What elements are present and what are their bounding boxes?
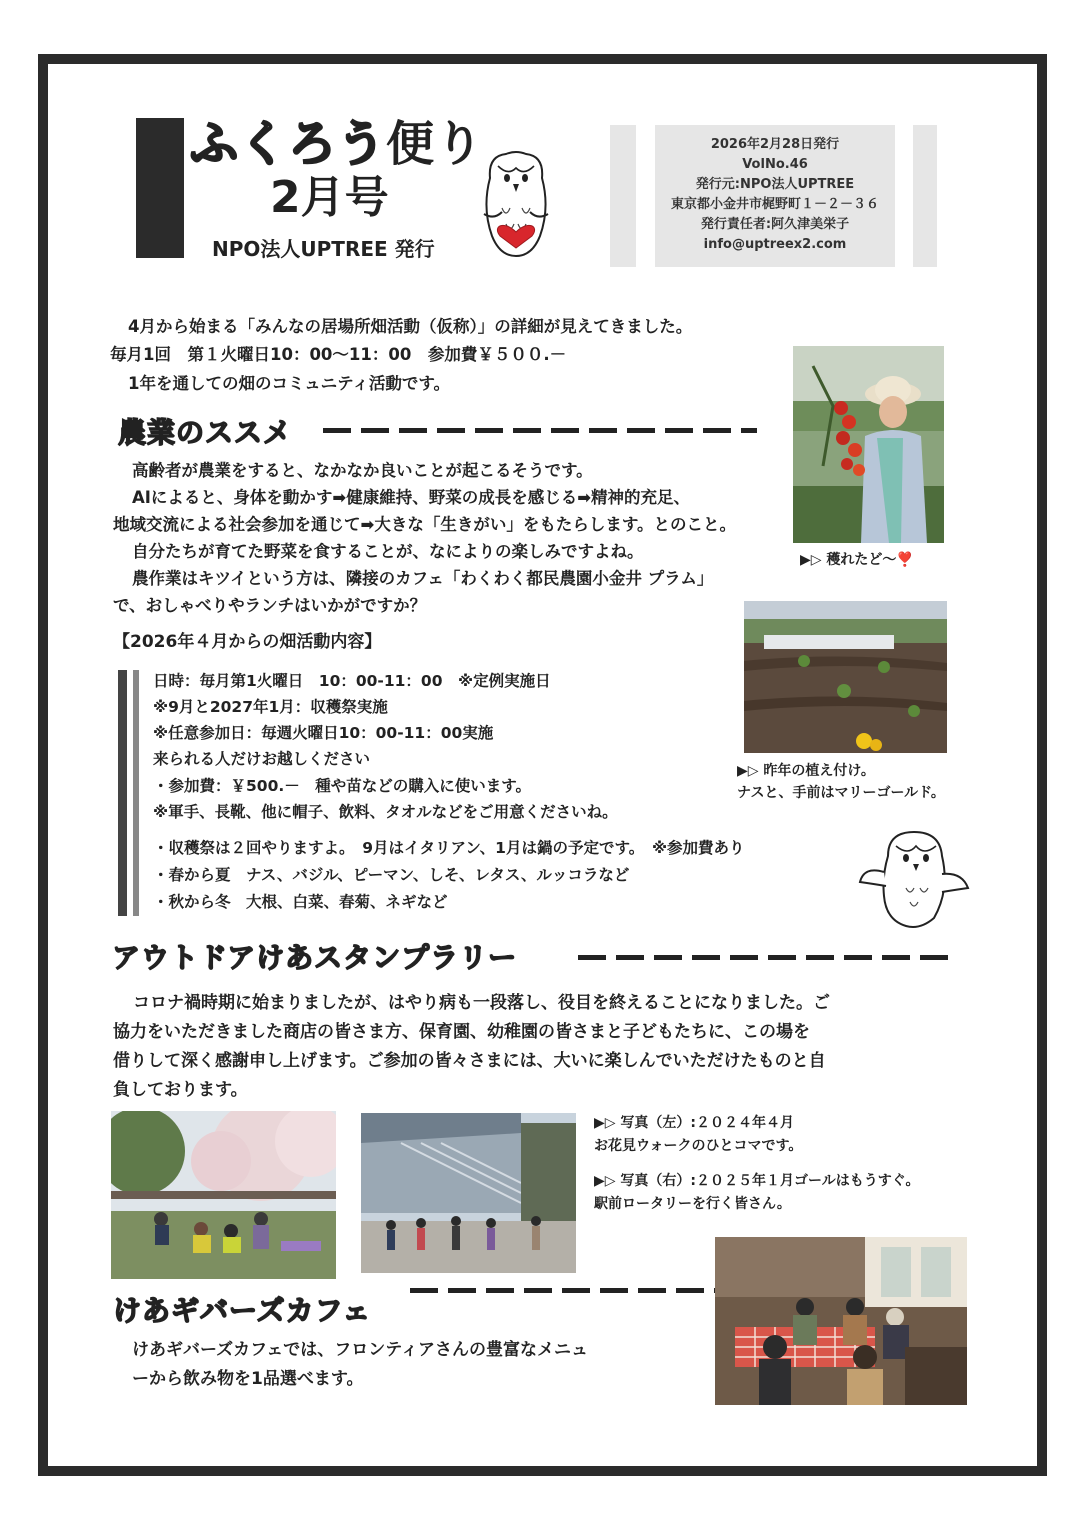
activity-heading: 【2026年４月からの畑活動内容】: [113, 632, 382, 652]
harvest-photo-caption: ▶▷ 穫れたど〜❣️: [800, 552, 914, 568]
stamp-photo-right-caption-2: 駅前ロータリーを行く皆さん。: [594, 1196, 791, 1212]
activity-accent-bar-dark: [118, 670, 127, 916]
harvest-photo: [793, 346, 944, 543]
cafe-heading-dashes: [410, 1288, 720, 1293]
info-side-bar-right: [913, 125, 937, 267]
stamp-line-3: 借りして深く感謝申し上げます。ご参加の皆々さまには、大いに楽しんでいただけたものと自: [113, 1051, 826, 1071]
farm-heading-dashes: [323, 428, 757, 433]
cafe-line-1: けあギバーズカフェでは、フロンティアさんの豊富なメニュ: [132, 1340, 588, 1360]
issue-info-box: [655, 125, 895, 267]
cherry-blossom-photo: [111, 1111, 336, 1279]
stamp-line-4: 負しております。: [113, 1080, 248, 1100]
activity-line-2: ※9月と2027年1月：収穫祭実施: [153, 698, 388, 716]
farm-line-4: 自分たちが育てた野菜を食することが、なによりの楽しみですよね。: [132, 542, 644, 561]
intro-line-1: 4月から始まる「みんなの居場所畑活動（仮称）」の詳細が見えてきました。: [128, 317, 693, 336]
farm-line-2: AIによると、身体を動かす➡健康維持、野菜の成長を感じる➡精神的充足、: [132, 488, 691, 507]
farm-line-1: 高齢者が農業をすると、なかなか良いことが起こるそうです。: [132, 461, 593, 480]
newsletter-title: [190, 116, 485, 172]
title-accent-bar: [136, 118, 184, 258]
stamp-line-2: 協力をいただきました商店の皆さま方、保育園、幼稚園の皆さまと子どもたちに、この場を: [113, 1022, 810, 1042]
publisher-line: NPO法人UPTREE 発行: [212, 237, 435, 261]
issue-address: 東京都小金井市梶野町１－２－３６: [670, 197, 879, 212]
title-solid-text: 便り: [386, 116, 485, 172]
farm-line-6: で、おしゃべりやランチはいかがですか？: [113, 596, 427, 615]
stamp-rally-heading: アウトドアけあスタンプラリー: [112, 941, 518, 974]
issue-editor: 発行責任者:阿久津美栄子: [700, 217, 850, 232]
activity-line-3: ※任意参加日：毎週火曜日10：00-11：00実施: [153, 724, 494, 742]
waving-owl-icon: [858, 826, 970, 934]
issue-volume: VolNo.46: [742, 157, 808, 172]
issue-date: 2026年2月28日発行: [710, 137, 840, 152]
intro-line-3: 1年を通しての畑のコミュニティ活動です。: [128, 374, 451, 393]
planting-photo-caption-1: ▶▷ 昨年の植え付け。: [737, 763, 875, 779]
activity-note-3: ・秋から冬 大根、白菜、春菊、ネギなど: [153, 893, 448, 911]
intro-line-2: 毎月1回 第１火曜日10：00〜11：00 参加費￥５００.－: [110, 345, 567, 364]
activity-note-1: ・収穫祭は２回やりますよ。 9月はイタリアン、1月は鍋の予定です。 ※参加費あり: [153, 839, 745, 857]
activity-line-5: ・参加費：￥500.－ 種や苗などの購入に使います。: [153, 777, 532, 795]
cafe-line-2: ーから飲み物を1品選べます。: [132, 1369, 364, 1389]
cafe-photo: [715, 1237, 967, 1405]
info-side-bar-left: [610, 125, 636, 267]
activity-line-6: ※軍手、長靴、他に帽子、飲料、タオルなどをご用意くださいね。: [153, 803, 618, 821]
issue-email[interactable]: info@uptreex2.com: [703, 237, 847, 252]
farm-line-5: 農作業はキツイという方は、隣接のカフェ「わくわく都民農園小金井 プラム」: [132, 569, 714, 588]
stamp-line-1: コロナ禍時期に始まりましたが、はやり病も一段落し、役目を終えることになりました。ご: [133, 993, 830, 1013]
issue-publisher: 発行元:NPO法人UPTREE: [695, 177, 855, 192]
stamp-photo-left-caption-2: お花見ウォークのひとコマです。: [594, 1138, 803, 1154]
owl-heart-icon: [476, 148, 556, 263]
activity-line-4: 来られる人だけお越しください: [153, 750, 371, 768]
planting-photo-caption-2: ナスと、手前はマリーゴールド。: [737, 785, 945, 801]
stamp-photo-left-caption-1: ▶▷ 写真（左）:２０２４年４月: [594, 1115, 795, 1131]
issue-month: 2月号: [270, 172, 389, 223]
activity-note-2: ・春から夏 ナス、バジル、ピーマン、しそ、レタス、ルッコラなど: [153, 866, 630, 884]
farm-line-3: 地域交流による社会参加を通じて➡大きな「生きがい」をもたらします。とのこと。: [113, 515, 737, 534]
farm-section-heading: 農業のススメ: [118, 416, 293, 449]
planting-field-photo: [744, 601, 947, 753]
activity-line-1: 日時：毎月第1火曜日 10：00-11：00 ※定例実施日: [153, 672, 551, 690]
stamp-heading-dashes: [578, 955, 948, 960]
title-outline-text: ふくろう: [190, 116, 387, 172]
station-walk-photo: [361, 1113, 576, 1273]
cafe-section-heading: けあギバーズカフェ: [113, 1294, 372, 1327]
activity-accent-bar-light: [133, 670, 139, 916]
stamp-photo-right-caption-1: ▶▷ 写真（右）:２０２５年１月ゴールはもうすぐ。: [594, 1173, 920, 1189]
